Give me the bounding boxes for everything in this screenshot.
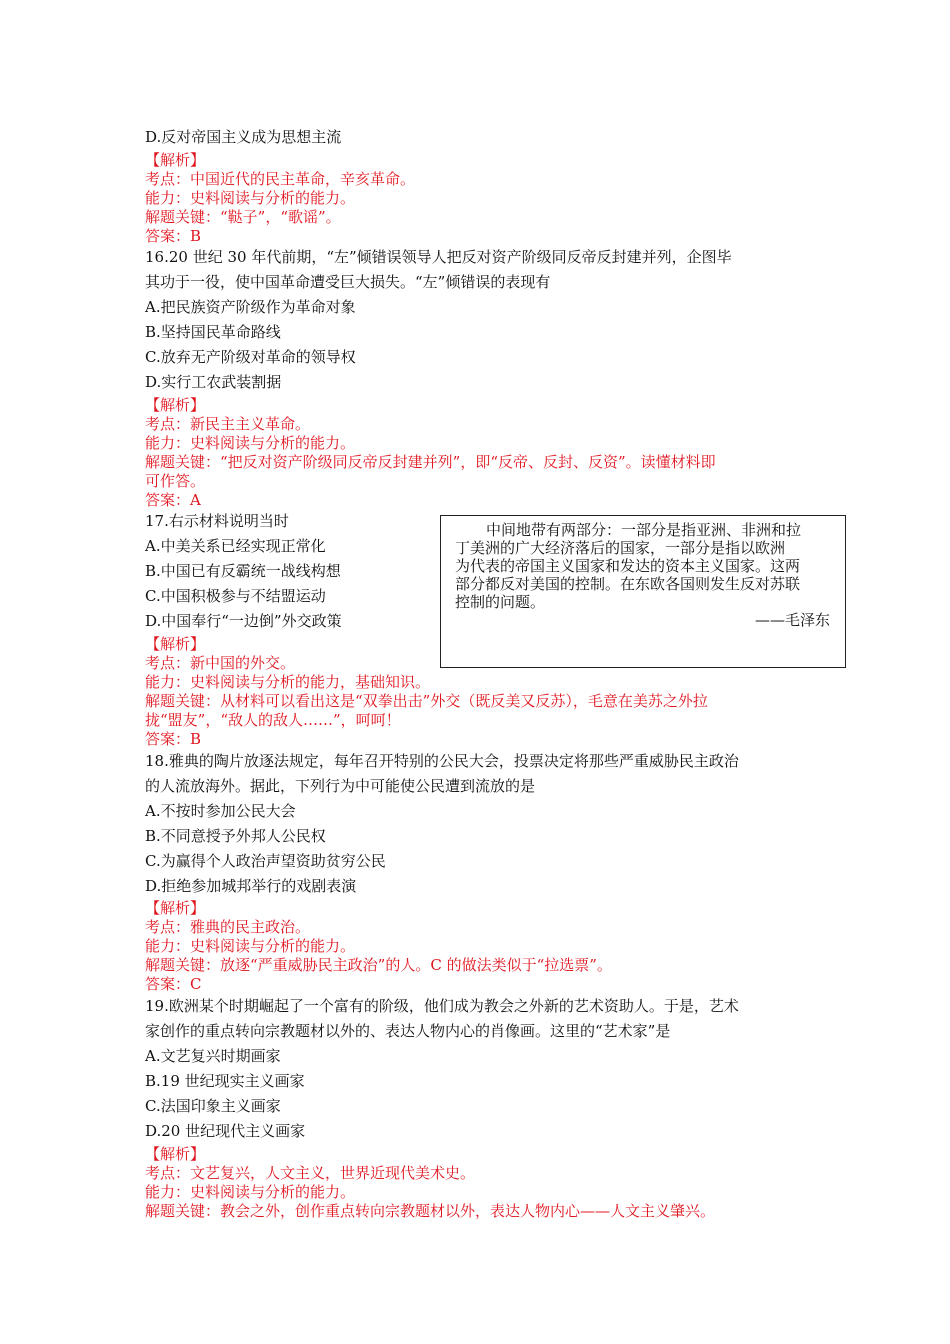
q17-stem: 17.右示材料说明当时 <box>145 512 289 530</box>
q16-stem-line-1: 16.20 世纪 30 年代前期，“左”倾错误领导人把反对资产阶级同反帝反封建并列，企图毕 <box>145 248 732 266</box>
q16-analysis-header: 【解析】 <box>145 396 206 414</box>
q18-stem-line-2: 的人流放海外。据此，下列行为中可能使公民遭到流放的是 <box>145 777 536 795</box>
q19-stem-line-2: 家创作的重点转向宗教题材以外的、表达人物内心的肖像画。这里的“艺术家”是 <box>145 1022 671 1040</box>
q15-solution-key: 解题关键：“鞑子”，“歌谣”。 <box>145 208 341 226</box>
q19-ability: 能力：史料阅读与分析的能力。 <box>145 1183 356 1201</box>
q19-solution-key: 解题关键：教会之外，创作重点转向宗教题材以外，表达人物内心——人文主义肇兴。 <box>145 1202 716 1220</box>
material-line-1: 中间地带有两部分：一部分是指亚洲、非洲和拉 <box>486 521 802 539</box>
q18-ability: 能力：史料阅读与分析的能力。 <box>145 937 356 955</box>
q18-option-c: C.为赢得个人政治声望资助贫穷公民 <box>145 852 386 870</box>
q18-option-d: D.拒绝参加城邦举行的戏剧表演 <box>145 877 357 895</box>
q17-material-box <box>440 515 846 668</box>
q17-option-c: C.中国积极参与不结盟运动 <box>145 587 326 605</box>
q16-stem-line-2: 其功于一役，使中国革命遭受巨大损失。“左”倾错误的表现有 <box>145 273 551 291</box>
q19-option-c: C.法国印象主义画家 <box>145 1097 281 1115</box>
q16-option-b: B.坚持国民革命路线 <box>145 323 281 341</box>
q16-option-d: D.实行工农武装割据 <box>145 373 282 391</box>
q19-option-d: D.20 世纪现代主义画家 <box>145 1122 306 1140</box>
q18-option-a: A.不按时参加公民大会 <box>145 802 296 820</box>
q17-analysis-header: 【解析】 <box>145 635 206 653</box>
q15-answer: 答案：B <box>145 227 202 245</box>
q17-key-point: 考点：新中国的外交。 <box>145 654 296 672</box>
q18-solution-key: 解题关键：放逐“严重威胁民主政治”的人。C 的做法类似于“拉选票”。 <box>145 956 612 974</box>
material-line-5: 控制的问题。 <box>455 593 546 611</box>
q15-ability: 能力：史料阅读与分析的能力。 <box>145 189 356 207</box>
q16-key-point: 考点：新民主主义革命。 <box>145 415 311 433</box>
q17-option-d: D.中国奉行“一边倒”外交政策 <box>145 612 342 630</box>
q18-stem-line-1: 18.雅典的陶片放逐法规定，每年召开特别的公民大会，投票决定将那些严重威胁民主政治 <box>145 752 739 770</box>
q16-answer: 答案：A <box>145 491 201 509</box>
material-line-3: 为代表的帝国主义国家和发达的资本主义国家。这两 <box>455 557 801 575</box>
q17-option-a: A.中美关系已经实现正常化 <box>145 537 326 555</box>
q18-answer: 答案：C <box>145 975 202 993</box>
q18-key-point: 考点：雅典的民主政治。 <box>145 918 311 936</box>
q19-key-point: 考点：文艺复兴，人文主义，世界近现代美术史。 <box>145 1164 476 1182</box>
material-line-4: 部分都反对美国的控制。在东欧各国则发生反对苏联 <box>455 575 801 593</box>
q15-key-point: 考点：中国近代的民主革命，辛亥革命。 <box>145 170 416 188</box>
q16-solution-key-line-2: 可作答。 <box>145 472 206 490</box>
q15-option-d: D.反对帝国主义成为思想主流 <box>145 128 342 146</box>
q16-ability: 能力：史料阅读与分析的能力。 <box>145 434 356 452</box>
q18-option-b: B.不同意授予外邦人公民权 <box>145 827 326 845</box>
q15-analysis-header: 【解析】 <box>145 151 206 169</box>
material-attribution: ——毛泽东 <box>755 611 831 629</box>
q17-solution-key-line-1: 解题关键：从材料可以看出这是“双拳出击”外交（既反美又反苏），毛意在美苏之外拉 <box>145 692 708 710</box>
q19-stem-line-1: 19.欧洲某个时期崛起了一个富有的阶级，他们成为教会之外新的艺术资助人。于是，艺术 <box>145 997 739 1015</box>
q19-option-a: A.文艺复兴时期画家 <box>145 1047 281 1065</box>
q19-analysis-header: 【解析】 <box>145 1145 206 1163</box>
q17-ability: 能力：史料阅读与分析的能力，基础知识。 <box>145 673 431 691</box>
q18-analysis-header: 【解析】 <box>145 899 206 917</box>
q17-option-b: B.中国已有反霸统一战线构想 <box>145 562 341 580</box>
material-line-2: 丁美洲的广大经济落后的国家，一部分是指以欧洲 <box>455 539 786 557</box>
q17-solution-key-line-2: 拢“盟友”，“敌人的敌人……”，呵呵！ <box>145 711 401 729</box>
q16-solution-key-line-1: 解题关键：“把反对资产阶级同反帝反封建并列”，即“反帝、反封、反资”。读懂材料即 <box>145 453 716 471</box>
q19-option-b: B.19 世纪现实主义画家 <box>145 1072 305 1090</box>
q16-option-c: C.放弃无产阶级对革命的领导权 <box>145 348 356 366</box>
q16-option-a: A.把民族资产阶级作为革命对象 <box>145 298 356 316</box>
q17-answer: 答案：B <box>145 730 202 748</box>
